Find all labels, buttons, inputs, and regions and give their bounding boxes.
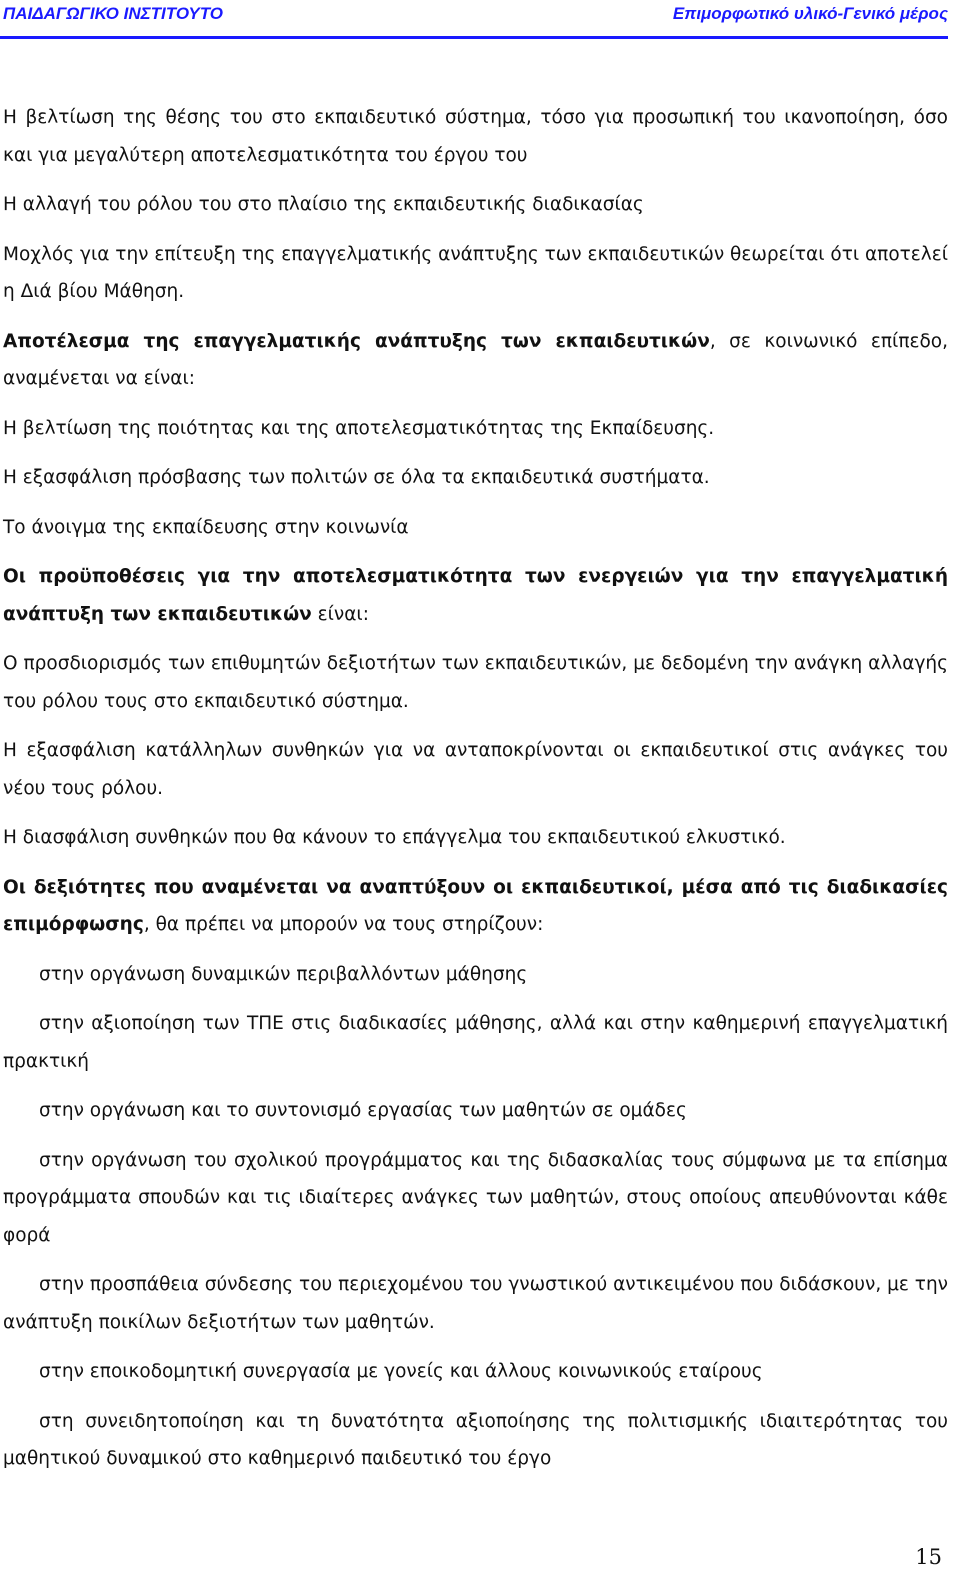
paragraph-12 [3,869,948,944]
paragraph-11: Η διασφάλιση συνθηκών που θα κάνουν το επάγγελμα του εκπαιδευτικού ελκυστικό. [3,827,786,848]
paragraph-5: Η βελτίωση της ποιότητας και της αποτελεσματικότητας της Εκπαίδευσης. [3,417,715,439]
paragraph-2: Η αλλαγή του ρόλου του στο πλαίσιο της εκπαιδευτικής διαδικασίας [3,194,644,215]
header-document-title: Επιμορφωτικό υλικό-Γενικό μέρος [672,4,948,23]
paragraph-4-bold: Αποτέλεσμα της επαγγελματικής ανάπτυξης των εκπαιδευτικών [3,330,710,352]
list-item-4: στην οργάνωση του σχολικού προγράμματος και της διδασκαλίας τους σύμφωνα με τα επίσημα προγράμματα σπουδών και τις ιδιαίτερες ανάγκες των μαθητών, στους οποίους απευθύνονται κάθε φορά [3,1149,948,1246]
list-item-3: στην οργάνωση και το συντονισμό εργασίας των μαθητών σε ομάδες [39,1100,687,1121]
page-header [0,0,960,46]
header-institute-title: ΠΑΙΔΑΓΩΓΙΚΟ ΙΝΣΤΙΤΟΥΤΟ [3,4,224,23]
header-divider [0,36,948,39]
paragraph-1: Η βελτίωση της θέσης του στο εκπαιδευτικό σύστημα, τόσο για προσωπική του ικανοποίηση, όσο και για μεγαλύτερη αποτελεσματικότητα του έργου του [3,107,948,166]
paragraph-8 [3,558,948,633]
paragraph-10: Η εξασφάλιση κατάλληλων συνθηκών για να ανταποκρίνονται οι εκπαιδευτικοί στις ανάγκες του νέου τους ρόλου. [3,740,948,799]
document-body [3,99,948,1490]
paragraph-7: Το άνοιγμα της εκπαίδευσης στην κοινωνία [3,516,409,538]
paragraph-12-bold: Οι δεξιότητες που αναμένεται να αναπτύξουν οι εκπαιδευτικοί, μέσα από τις διαδικασίες επιμόρφωσης [3,876,948,935]
list-item-6: στην εποικοδομητική συνεργασία με γονείς και άλλους κοινωνικούς εταίρους [39,1361,763,1382]
paragraph-9: Ο προσδιορισμός των επιθυμητών δεξιοτήτων των εκπαιδευτικών, με δεδομένη την ανάγκη αλλαγής του ρόλου τους στο εκπαιδευτικό σύστημα. [3,653,948,712]
paragraph-12-text: , θα πρέπει να μπορούν να τους στηρίζουν: [143,914,544,935]
paragraph-4-text: , σε κοινωνικό επίπεδο, αναμένεται να είναι: [3,330,948,389]
page-number: 15 [915,1545,942,1569]
paragraph-8-bold: Οι προϋποθέσεις για την αποτελεσματικότητα των ενεργειών για την επαγγελματική ανάπτυξη των εκπαιδευτικών [3,566,948,625]
paragraph-4 [3,323,948,398]
list-item-7: στη συνειδητοποίηση και τη δυνατότητα αξιοποίησης της πολιτισμικής ιδιαιτερότητας του μαθητικού δυναμικού στο καθημερινό παιδευτικό του έργο [3,1410,948,1469]
paragraph-6: Η εξασφάλιση πρόσβασης των πολιτών σε όλα τα εκπαιδευτικά συστήματα. [3,467,710,488]
list-item-5: στην προσπάθεια σύνδεσης του περιεχομένου του γνωστικού αντικειμένου που διδάσκουν, με την ανάπτυξη ποικίλων δεξιοτήτων των μαθητών. [3,1274,948,1333]
list-item-1: στην οργάνωση δυναμικών περιβαλλόντων μάθησης [39,963,528,985]
paragraph-3: Μοχλός για την επίτευξη της επαγγελματικής ανάπτυξης των εκπαιδευτικών θεωρείται ότι αποτελεί η Διά βίου Μάθηση. [3,243,948,302]
list-item-2: στην αξιοποίηση των ΤΠΕ στις διαδικασίες μάθησης, αλλά και στην καθημερινή επαγγελματική πρακτική [3,1013,948,1072]
paragraph-8-text: είναι: [311,603,369,625]
